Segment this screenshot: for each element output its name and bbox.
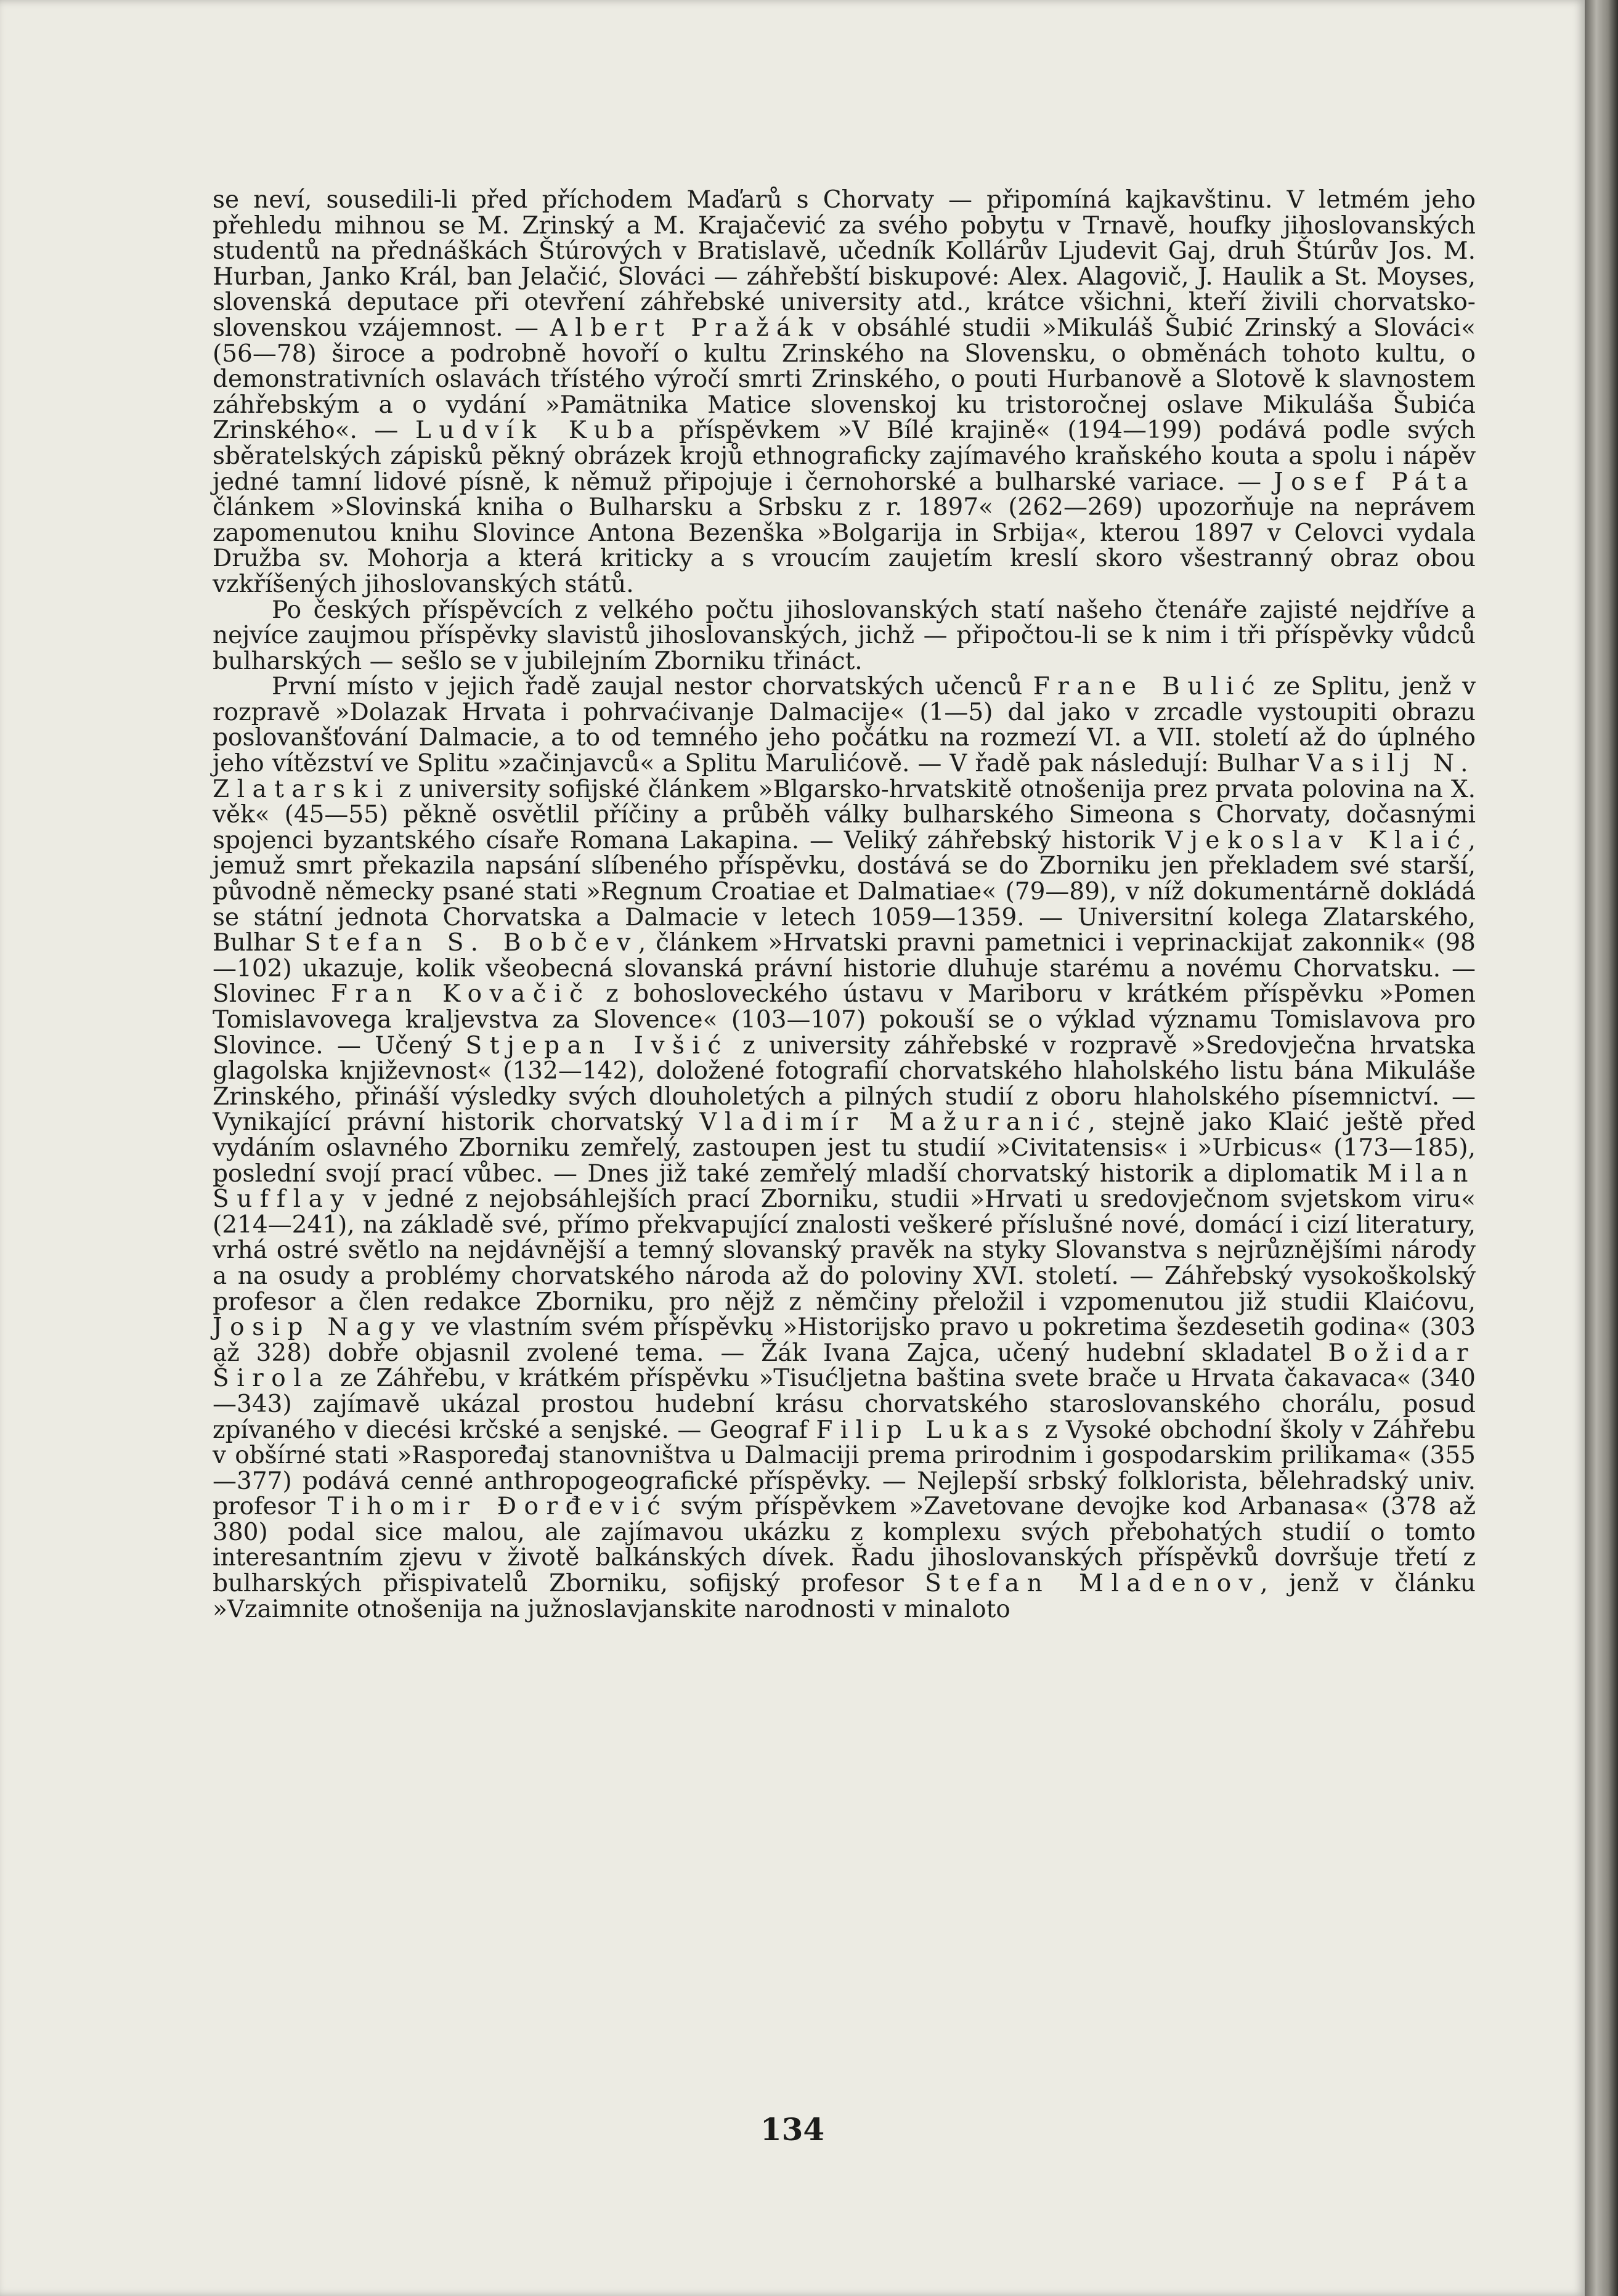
text-run: První místo v jejich řadě zaujal nestor chorvatských učenců	[272, 673, 1033, 701]
text-run: v jedné z nejobsáhlejších prací Zborniku, studii »Hrvati u sredovječnom svjetskom viru« (214—241), na základě své, přímo překvapující znalosti veškeré příslušné nové, domácí i cizí literatury, vrhá ostré světlo na nejdávnější a temný slovanský pravěk na styky Slovanstva s nejrůznějšími národy a na osudy a problémy chorvatského národa až do poloviny XVI. století. — Záhřebský vysokoškolský profesor a člen redakce Zborniku, pro nějž z němčiny přeložil i vzpomenutou již studii Klaićovu,	[213, 1185, 1476, 1316]
author-name: Josip Nagy	[213, 1313, 423, 1342]
author-name: Božidar Širola	[213, 1339, 1476, 1393]
author-name: Vasilj N. Zlatarski	[213, 750, 1476, 803]
author-name: Vjekoslav Klaić	[1165, 826, 1468, 854]
author-name: Filip Lukas	[816, 1416, 1037, 1444]
text-run: příspěvkem »V Bílé krajině« (194—199) podává podle svých sběratelských zápisků pěkný obrázek krojů ethnograficky zajímavého kraňského kouta a spolu i nápěv jedné tamní lidové písně, k němuž připojuje i černohorské a bulharské variace. —	[213, 416, 1476, 496]
text-run: z bohosloveckého ústavu v Mariboru v krátkém příspěvku »Pomen Tomislavovega kraljevstva za Slovence« (103—107) pokouší se o výklad významu Tomislavova pro Slovince. — Učený	[213, 980, 1476, 1060]
text-run: z Vysoké obchodní školy v Záhřebu v obšírné stati »Raspoređaj stanovništva u Dalmaciji prema prirodnim i gospodarskim prilikama« (355—377) podává cenné anthropogeografické příspěvky. — Nejlepší srbský folklorista, bělehradský univ. profesor	[213, 1416, 1476, 1521]
paragraph	[213, 674, 1476, 1622]
body-text	[213, 187, 1476, 1622]
text-run: , jenž v článku »Vzaimnite otnošenija na južnoslavjanskite narodnosti v minaloto	[213, 1570, 1476, 1623]
text-run: , článkem »Hrvatski pravni pametnici i veprinackijat zakonnik« (98—102) ukazuje, kolik všeobecná slovanská právní historie dluhuje starému a novému Chorvatsku. — Slovinec	[213, 929, 1476, 1008]
paragraph	[213, 187, 1476, 598]
paragraph	[213, 598, 1476, 675]
author-name: Stefan Mladenov	[925, 1570, 1261, 1598]
author-name: Frane Bulić	[1033, 673, 1263, 701]
author-name: Vladimír Mažuranić	[699, 1108, 1088, 1137]
text-run: , stejně jako Klaić ještě před vydáním oslavného Zborniku zemřelý, zastoupen jest tu studií »Civitatensis« i »Urbicus« (173—185), poslední svojí prací vůbec. — Dnes již také zemřelý mladší chorvatský historik a diplomatik	[213, 1108, 1476, 1188]
text-run: ze Splitu, jenž v rozpravě »Dolazak Hrvata i pohrvaćivanje Dalmacije« (1—5) dal jako v zrcadle vystoupiti obrazu poslovanšťování Dalmacie, a to od temného jeho počátku na rozmezí VI. a VII. století až do úplného jeho vítězství ve Splitu »začinjavců« a Splitu Marulićově. — V řadě pak následují: Bulhar	[213, 673, 1476, 778]
text-run: v obsáhlé studii »Mikuláš Šubić Zrinský a Slováci« (56—78) široce a podrobně hovoří o kultu Zrinského na Slovensku, o obměnách tohoto kultu, o demonstrativních oslavách třístého výročí smrti Zrinského, o pouti Hurbanově a Slotově k slavnostem záhřebským a o vydání »Pamätnika Matice slovenskoj ku tristoročnej oslave Mikuláša Šubića Zrinského«. —	[213, 314, 1476, 445]
author-name: Ludvík Kuba	[415, 416, 662, 445]
text-run: z university záhřebské v rozpravě »Sredovječna hrvatska glagolska književnost« (132—142), doložené fotografií chorvatského hlaholského listu bána Mikuláše Zrinského, přináší výsledky svých dlouholetých a pilných studií z oboru hlaholského písemnictví. — Vynikající právní historik chorvatský	[213, 1031, 1476, 1137]
text-run: z university sofijské článkem »Blgarsko-hrvatskitě otnošenija prez prvata polovina na X. věk« (45—55) pěkně osvětlil příčiny a průběh války bulharského Simeona s Chorvaty, dočasnými spojenci byzantského císaře Romana Lakapina. — Veliký záhřebský historik	[213, 775, 1476, 854]
author-name: Fran Kovačič	[330, 980, 591, 1008]
author-name: Milan Šufflay	[213, 1159, 1476, 1214]
author-name: Josef Páta	[1274, 468, 1476, 496]
text-run: svým příspěvkem »Zavetovane devojke kod Arbanasa« (378 až 380) podal sice malou, ale zajímavou ukázku z komplexu svých přebohatých studií o tomto interesantním zjevu v životě balkánských dívek. Řadu jihoslovanských příspěvků dovršuje třetí z bulharských přispivatelů Zborniku, sofijský profesor	[213, 1493, 1476, 1598]
text-run: ze Záhřebu, v krátkém příspěvku »Tisućljetna baština svete brače u Hrvata čakavaca« (340—343) zajímavě ukázal prostou hudební krásu chorvatského staroslovanského chorálu, posud zpívaného v diecési krčské a senjské. — Geograf	[213, 1365, 1476, 1444]
page-number: 134	[760, 2111, 825, 2148]
book-edge	[1585, 0, 1618, 2296]
text-run: se neví, sousedili-li před příchodem Maďarů s Chorvaty — připomíná kajkavštinu. V letmém jeho přehledu mihnou se M. Zrinský a M. Krajačević za svého pobytu v Trnavě, houfky jihoslovanských studentů na přednáškách Štúrových v Bratislavě, učedník Kollárův Ljudevit Gaj, druh Štúrův Jos. M. Hurban, Janko Král, ban Jelačić, Slováci — záhřebští biskupové: Alex. Alagovič, J. Haulik a St. Moyses, slovenská deputace při otevření záhřebské university atd., krátce všichni, kteří živili chorvatsko-slovenskou vzájemnost. —	[213, 186, 1476, 342]
text-run: , jemuž smrt překazila napsání slíbeného příspěvku, dostává se do Zborniku jen překladem své starší, původně německy psané stati »Regnum Croatiae et Dalmatiae« (79—89), v níž dokumentárně dokládá se státní jednota Chorvatska a Dalmacie v letech 1059—1359. — Universitní kolega Zlatarského, Bulhar	[213, 826, 1476, 957]
author-name: Stjepan Ivšić	[465, 1031, 729, 1060]
author-name: Tihomir Đorđević	[327, 1493, 669, 1521]
text-run: článkem »Slovinská kniha o Bulharsku a Srbsku z r. 1897« (262—269) upozorňuje na neprávem zapomenutou knihu Slovince Antona Bezenška »Bolgarija in Srbija«, kterou 1897 v Celovci vydala Družba sv. Mohorja a která kriticky a s vroucím zaujetím kreslí skoro všestranný obraz obou vzkříšených jihoslovanských států.	[213, 493, 1476, 598]
author-name: Stefan S. Bobčev	[304, 929, 638, 957]
author-name: Albert Pražák	[550, 314, 821, 342]
text-run: Po českých příspěvcích z velkého počtu jihoslovanských statí našeho čtenáře zajisté nejdříve a nejvíce zaujmou příspěvky slavistů jihoslovanských, jichž — připočtou-li se k nim i tři příspěvky vůdců bulharských — sešlo se v jubilejním Zborniku třináct.	[213, 596, 1476, 675]
text-run: ve vlastním svém příspěvku »Historijsko pravo u pokretima šezdesetih godina« (303 až 328) dobře objasnil zvolené tema. — Žák Ivana Zajca, učený hudební skladatel	[213, 1313, 1476, 1367]
